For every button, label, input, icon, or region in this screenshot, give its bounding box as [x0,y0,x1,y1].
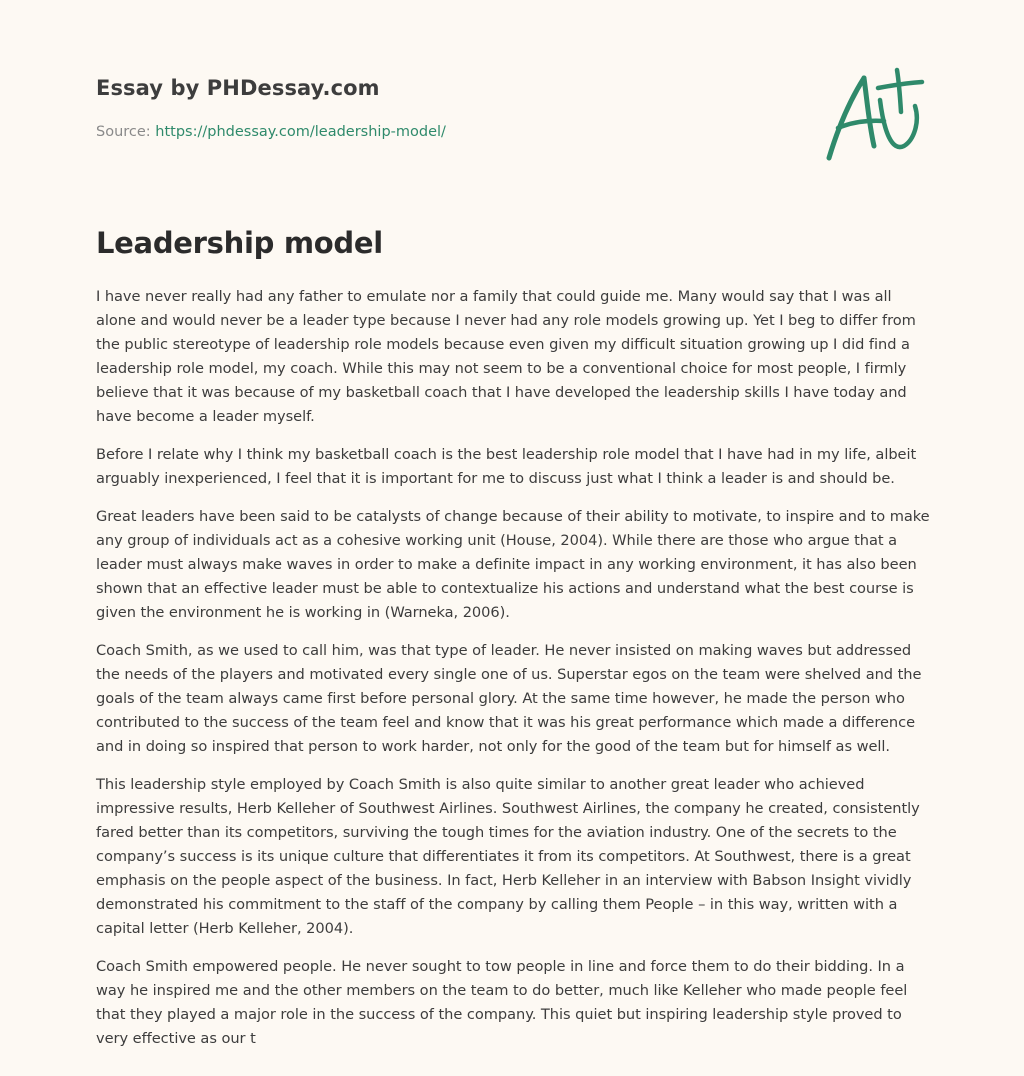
site-title: Essay by PHDessay.com [96,76,380,100]
essay-paragraph: Before I relate why I think my basketball coach is the best leadership role model that I have had in my life, albeit arguably inexperienced, I feel that it is important for me to discuss just what I think a leader is and should be. [96,446,917,487]
essay-title: Leadership model [96,226,383,260]
a-plus-logo-icon [818,66,930,166]
source-label: Source: [96,124,156,140]
essay-paragraph: This leadership style employed by Coach Smith is also quite similar to another great leader who achieved impressive results, Herb Kelleher of Southwest Airlines. Southwest Airlines, the company he created, consistently fared better than its competitors, surviving the tough times for the aviation industry. One of the secrets to the company’s success is its unique culture that differentiates it from its competitors. At Southwest, there is a great emphasis on the people aspect of the business. In fact, Herb Kelleher in an interview with Babson Insight vividly demonstrated his commitment to the staff of the company by calling them People – in this way, written with a capital letter (Herb Kelleher, 2004). [96,776,920,937]
essay-paragraph: Coach Smith empowered people. He never sought to tow people in line and force them to do their bidding. In a way he inspired me and the other members on the team to do better, much like Kelleher who made people feel that they played a major role in the success of the company. This quiet but inspiring leadership style proved to very effective as our t [96,958,908,1047]
essay-paragraph: Coach Smith, as we used to call him, was that type of leader. He never insisted on making waves but addressed the needs of the players and motivated every single one of us. Superstar egos on the team were shelved and the goals of the team always came first before personal glory. At the same time however, he made the person who contributed to the success of the team feel and know that it was his great performance which made a difference and in doing so inspired that person to work harder, not only for the good of the team but for himself as well. [96,642,922,755]
essay-body [96,285,932,1065]
source-line [96,124,446,140]
essay-paragraph: I have never really had any father to emulate nor a family that could guide me. Many would say that I was all alone and would never be a leader type because I never had any role models growing up. Yet I beg to differ from the public stereotype of leadership role models because even given my difficult situation growing up I did find a leadership role model, my coach. While this may not seem to be a conventional choice for most people, I firmly believe that it was because of my basketball coach that I have developed the leadership skills I have today and have become a leader myself. [96,288,916,425]
essay-paragraph: Great leaders have been said to be catalysts of change because of their ability to motivate, to inspire and to make any group of individuals act as a cohesive working unit (House, 2004). While there are those who argue that a leader must always make waves in order to make a definite impact in any working environment, it has also been shown that an effective leader must be able to contextualize his actions and understand what the best course is given the environment he is working in (Warneka, 2006). [96,508,930,621]
source-link[interactable]: https://phdessay.com/leadership-model/ [155,124,446,140]
